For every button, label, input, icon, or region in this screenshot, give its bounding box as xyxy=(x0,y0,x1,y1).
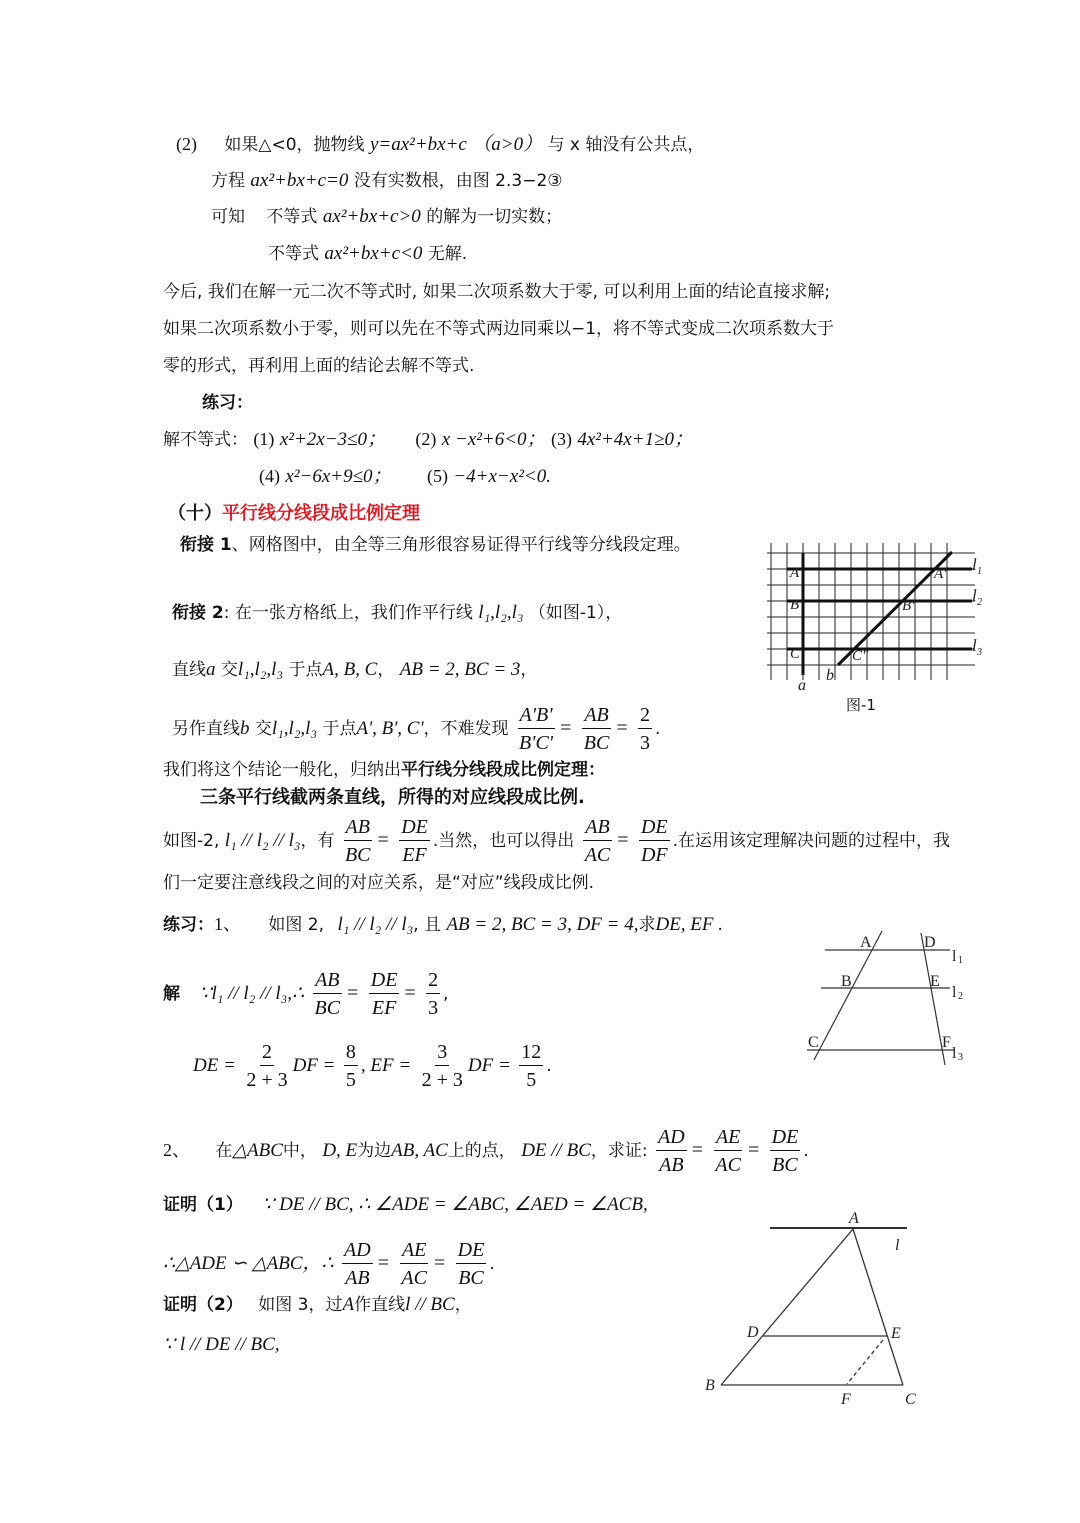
points: A, B, C xyxy=(322,659,378,680)
proof-text: ∵ DE // BC, ∴ ∠ADE = ∠ABC, ∠AED = ∠ACB, xyxy=(262,1194,648,1215)
points: A', B', C' xyxy=(356,718,424,739)
fraction: $\frac{AD}{AB}$ xyxy=(658,1125,685,1176)
fraction: $\frac{A'B'}{B'C'}$ xyxy=(518,703,554,754)
fraction: $\frac{DE}{EF}$ xyxy=(401,815,428,866)
label-l3-sub: 3 xyxy=(977,647,982,658)
label-a: a xyxy=(798,677,806,694)
values: AB = 2, BC = 3 xyxy=(399,659,521,680)
part2-text: 如果△<0，抛物线 xyxy=(224,135,365,155)
text: ，求证: xyxy=(590,1141,648,1161)
fraction: $\frac{AD}{AB}$ xyxy=(344,1238,371,1289)
sides: AB, AC xyxy=(391,1140,448,1161)
parallel: DE // BC xyxy=(521,1140,591,1161)
part2-number: (2) xyxy=(176,134,197,154)
text: DF = xyxy=(467,1055,511,1076)
part2-line2 xyxy=(211,170,563,192)
label-F: F xyxy=(942,1034,951,1051)
label-l3: l xyxy=(972,636,977,655)
label-A: A xyxy=(849,1210,859,1227)
period: . xyxy=(489,1254,495,1274)
similarity: ∴△ADE ∽ △ABC，∴ xyxy=(163,1253,334,1274)
num: 2、 xyxy=(163,1140,190,1160)
label-B-prime: B' xyxy=(902,598,915,614)
solution-line-1 xyxy=(163,963,449,1024)
text: ， xyxy=(454,1295,472,1315)
triangle: △ABC xyxy=(232,1140,283,1161)
text: 作直线 xyxy=(354,1295,406,1315)
part2-line1 xyxy=(176,133,704,156)
label-F: F xyxy=(841,1391,851,1408)
solution-label: 解 xyxy=(163,984,180,1004)
text: 如图-2, xyxy=(163,831,220,851)
label-A: A xyxy=(860,934,872,951)
text: : 在一张方格纸上，我们作平行线 xyxy=(223,603,473,623)
fraction: $\frac{2}{3}$ xyxy=(640,703,651,754)
equals: = xyxy=(377,1252,389,1274)
label-B: B xyxy=(841,973,852,990)
exercise-row-2 xyxy=(259,465,551,488)
theorem-name: 平行线分线段成比例定理： xyxy=(401,760,605,780)
item-expression: x²−6x+9≤0； xyxy=(285,466,392,487)
link2 xyxy=(172,602,622,624)
exercise-prefix: 解不等式： xyxy=(163,430,248,450)
label-l: l xyxy=(895,1237,900,1254)
label-C: C xyxy=(905,1391,916,1408)
text: DF = xyxy=(292,1055,336,1076)
text: 上的点， xyxy=(447,1141,516,1161)
equals: = xyxy=(617,829,629,851)
proof-label: 证明（2） xyxy=(163,1295,243,1315)
var: b xyxy=(240,718,250,739)
label-C-prime: C" xyxy=(852,648,869,664)
section-heading xyxy=(168,503,420,525)
exercise-row-1 xyxy=(163,428,693,451)
fraction: $\frac{2}{2 + 3}$ xyxy=(246,1040,288,1091)
label-l2-sub: 2 xyxy=(977,597,982,608)
part2-line3 xyxy=(211,206,562,228)
link1-text: 、网格图中，由全等三角形很容易证得平行线等分线段定理。 xyxy=(231,535,691,555)
parallel: l₁ // l₂ // l₃ xyxy=(337,914,414,935)
text: 交 xyxy=(254,719,272,739)
fraction: $\frac{3}{2 + 3}$ xyxy=(421,1040,463,1091)
inequality: ax²+bx+c<0 xyxy=(324,243,423,264)
fraction: $\frac{DE}{EF}$ xyxy=(370,968,398,1019)
text: 不等式 xyxy=(268,244,319,264)
label-C: C xyxy=(808,1034,819,1051)
item-expression: x²+2x−3≤0； xyxy=(279,429,386,450)
period: . xyxy=(803,1141,809,1161)
label-E: E xyxy=(930,973,940,990)
equals: = xyxy=(433,1252,446,1274)
equals: = xyxy=(347,982,359,1004)
figure-1-caption: 图-1 xyxy=(846,696,876,714)
point: A xyxy=(342,1294,355,1315)
summary-line: 今后, 我们在解一元二次不等式时, 如果二次项系数大于零, 可以利用上面的结论直接求解; xyxy=(163,282,831,302)
ask: DE, EF . xyxy=(655,914,724,935)
fraction: $\frac{AE}{AC}$ xyxy=(401,1238,427,1289)
equals: = xyxy=(377,829,389,851)
item-number: (1) xyxy=(253,429,275,449)
text: （如图-1）， xyxy=(528,603,623,623)
condition: （a>0） xyxy=(472,134,543,155)
lines: l₁,l₂,l₃ xyxy=(478,602,524,623)
link1-label: 衔接 1 xyxy=(180,535,232,555)
line-b-sentence xyxy=(172,698,660,759)
text: 求 xyxy=(638,915,656,935)
inequality: ax²+bx+c>0 xyxy=(322,206,421,227)
fraction: $\frac{DE}{DF}$ xyxy=(640,815,668,866)
figure-2 xyxy=(800,925,980,1070)
given: AB = 2, BC = 3, DF = 4, xyxy=(446,914,639,935)
text: 无解. xyxy=(427,244,468,264)
text: 的解为一切实数； xyxy=(426,207,563,227)
text: 不等式 xyxy=(266,207,318,227)
label-C: C xyxy=(790,646,801,662)
label-l1-sub: 1 xyxy=(977,566,982,577)
fraction: $\frac{2}{3}$ xyxy=(428,968,439,1019)
fraction: $\frac{DE}{BC}$ xyxy=(771,1125,799,1176)
lines: l₁,l₂,l₃ xyxy=(237,659,284,680)
fraction: $\frac{12}{5}$ xyxy=(521,1040,542,1091)
fraction: $\frac{DE}{BC}$ xyxy=(457,1238,485,1289)
proof-label: 证明（1） xyxy=(163,1195,243,1215)
text: , 且 xyxy=(413,915,442,935)
label-l2-sub: 2 xyxy=(958,991,963,1002)
text: 我们将这个结论一般化，归纳出 xyxy=(163,760,401,780)
fig2-sentence-2: 们一定要注意线段之间的对应关系，是“对应”线段成比例. xyxy=(163,873,595,893)
label-B: B xyxy=(705,1377,715,1394)
text: ， xyxy=(377,660,395,680)
lines: l₁,l₂,l₃ xyxy=(271,718,318,739)
summary-line: 如果二次项系数小于零，则可以先在不等式两边同乘以−1，将不等式变成二次项系数大于 xyxy=(163,319,835,339)
proof2-line2: ∵ l // DE // BC, xyxy=(163,1334,280,1355)
exercise2 xyxy=(163,913,723,936)
text: 另作直线 xyxy=(172,719,240,739)
label-A-prime: A' xyxy=(934,566,947,582)
problem2 xyxy=(163,1120,809,1181)
text: , EF = xyxy=(360,1055,412,1076)
condition: ∵l₁ // l₂ // l₃,∴ xyxy=(199,983,305,1004)
text: 如图 3，过 xyxy=(258,1295,343,1315)
equation: ax²+bx+c=0 xyxy=(250,170,349,191)
theorem-statement: 三条平行线截两条直线，所得的对应线段成比例. xyxy=(200,787,585,808)
item-number: (3) xyxy=(550,429,572,449)
line-a-sentence xyxy=(172,659,537,681)
equals: = xyxy=(404,982,416,1004)
fraction: $\frac{AB}{BC}$ xyxy=(314,968,341,1019)
label-l3: l xyxy=(952,1045,957,1062)
label-l1-sub: 1 xyxy=(958,955,963,966)
text: .当然，也可以得出 xyxy=(432,831,575,851)
equals: = xyxy=(616,717,628,739)
figure-3 xyxy=(695,1200,930,1410)
figure-1-grid xyxy=(762,538,992,718)
side-AB xyxy=(721,1229,853,1385)
equals: = xyxy=(691,1139,703,1161)
text: 于点 xyxy=(322,719,357,739)
equals: = xyxy=(747,1139,760,1161)
num: 1、 xyxy=(214,914,241,934)
label-B: B xyxy=(790,597,800,613)
text: 于点 xyxy=(288,660,323,680)
text: ， xyxy=(520,660,538,680)
points: D, E xyxy=(322,1140,358,1161)
label-D: D xyxy=(924,934,936,951)
label-l1: l xyxy=(972,555,977,574)
text: 直线 xyxy=(172,660,206,680)
section-number: （十） xyxy=(168,503,222,524)
solution-line-2 xyxy=(193,1036,552,1096)
part2-text: 与 x 轴没有公共点， xyxy=(547,135,705,155)
fraction: $\frac{AB}{BC}$ xyxy=(583,703,610,754)
text: 交 xyxy=(220,660,238,680)
summary-line: 零的形式，再利用上面的结论去解不等式. xyxy=(163,356,475,376)
text: .在运用该定理解决问题的过程中，我 xyxy=(672,831,951,851)
text: 没有实数根，由图 2.3−2③ xyxy=(353,171,563,191)
text: ，不难发现 xyxy=(423,719,509,739)
period: . xyxy=(655,719,661,739)
part2-line4 xyxy=(268,243,467,265)
period: . xyxy=(546,1056,552,1076)
text: DE = xyxy=(193,1055,236,1076)
parabola-equation: y=ax²+bx+c xyxy=(369,134,467,155)
fraction: $\frac{8}{5}$ xyxy=(345,1040,356,1091)
label-b: b xyxy=(826,667,834,684)
label-A: A xyxy=(790,565,800,581)
text: 方程 xyxy=(211,171,245,191)
label-l2: l xyxy=(952,984,957,1001)
proof1-line1 xyxy=(163,1194,648,1216)
label-l3-sub: 3 xyxy=(958,1052,963,1063)
label-D: D xyxy=(747,1324,759,1341)
fraction: $\frac{AB}{AC}$ xyxy=(584,815,611,866)
item-expression: 4x²+4x+1≥0； xyxy=(577,429,693,450)
item-expression: −4+x−x²<0. xyxy=(453,466,551,487)
section-title: 平行线分线段成比例定理 xyxy=(222,503,420,524)
text: 中， xyxy=(282,1141,317,1161)
equals: = xyxy=(560,717,572,739)
link1 xyxy=(180,534,691,556)
label-l1: l xyxy=(952,948,957,965)
var: a xyxy=(206,659,216,680)
item-expression: x −x²+6<0； xyxy=(441,429,546,450)
segment-EF-dashed xyxy=(847,1340,883,1384)
text: 在 xyxy=(215,1141,233,1161)
fraction: $\frac{AE}{AC}$ xyxy=(715,1125,741,1176)
text: 如图 2, xyxy=(268,915,325,935)
label-E: E xyxy=(891,1325,901,1342)
fig2-sentence xyxy=(163,810,950,871)
item-number: (2) xyxy=(415,429,437,449)
generalize xyxy=(163,759,605,781)
text: 可知 xyxy=(211,207,245,227)
proof1-line2 xyxy=(163,1233,495,1294)
line: l // BC xyxy=(405,1294,455,1315)
label: 练习： xyxy=(163,915,214,935)
parallel: l₁ // l₂ // l₃ xyxy=(224,830,301,851)
text: ，有 xyxy=(300,831,335,851)
fraction: $\frac{AB}{BC}$ xyxy=(344,815,371,866)
item-number: (5) xyxy=(426,466,448,486)
link2-label: 衔接 2 xyxy=(172,603,224,623)
proof2-line1 xyxy=(163,1294,472,1316)
comma: , xyxy=(443,984,449,1004)
exercise-title: 练习： xyxy=(202,393,253,413)
label-l2: l xyxy=(972,586,977,605)
item-number: (4) xyxy=(259,466,280,486)
text: 为边 xyxy=(357,1141,392,1161)
